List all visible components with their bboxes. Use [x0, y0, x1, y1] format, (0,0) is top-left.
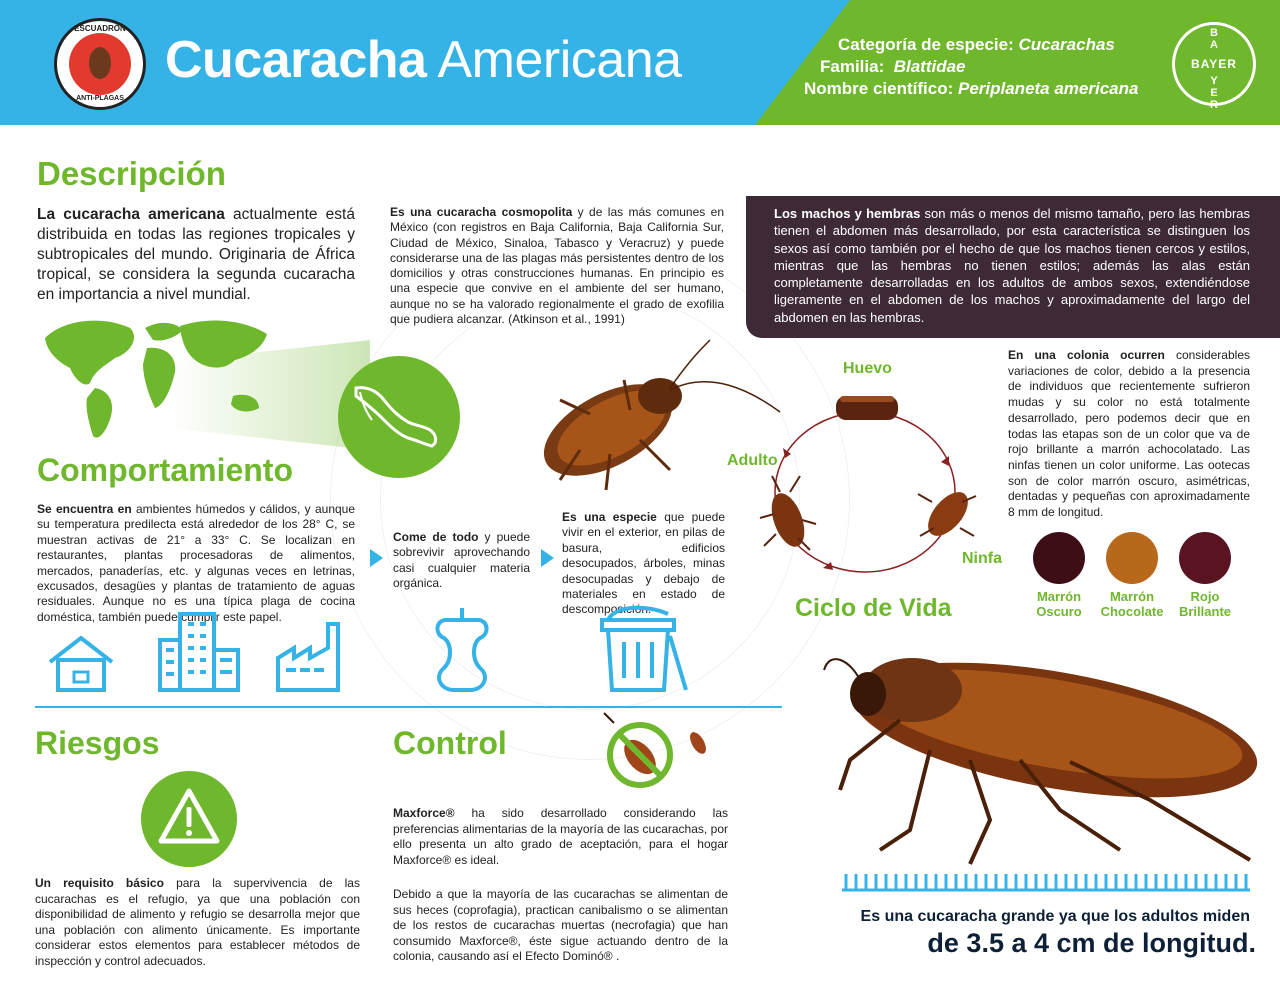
- description-text: La cucaracha americana actualmente está distribuida en todas las regiones tropicales y subtropicales del mundo. Originaria de África tropical, se considera la segunda cucaracha en importancia a nivel mundial.: [37, 206, 355, 303]
- title-light: Americana: [437, 31, 682, 89]
- adult-small-image: [758, 474, 818, 554]
- bayer-vertical-text: B A Y E R: [1210, 27, 1218, 111]
- house-icon: [46, 634, 116, 694]
- sexes-text: Los machos y hembras son más o menos del mismo tamaño, pero las hembras tienen el abdomen más desarrollado, por esta característica se distinguen los sexos así como también por el hecho de que los machos tienen cercos y estilos, mientras que las hembras no tienen estilos; además las alas están completamente desarrolladas en los adultos de ambos sexos, extendiéndose ligeramente en el abdomen de los machos y aproximadamente del largo del abdomen en las hembras.: [774, 206, 1251, 325]
- nymph-image: [912, 478, 982, 548]
- apple-core-icon: [432, 604, 492, 696]
- badge-bottom-text: ANTI-PLAGAS: [76, 95, 124, 102]
- behavior-text: Se encuentra en ambientes húmedos y cálidos, y aunque su temperatura predilecta está alrededor de los 28° C, se muestran activas de 21° a 33° C. Se localizan en restaurantes, plantas procesadoras de alimentos, mercados, panaderías, etc. y algunas veces en letrinas, excusados, desagües y plantas de tratamiento de aguas residuales. Aunque no es una típica plaga de cocina doméstica, también puede cumplir este papel.: [37, 502, 356, 624]
- control-text-1: Maxforce® ha sido desarrollado considerando las preferencias alimentarias de la mayoría de las cucarachas, por ello presenta un alto grado de aceptación, para el hogar Maxforce® es ideal.: [393, 806, 728, 867]
- size-value: de 3.5 a 4 cm de longitud.: [927, 928, 1256, 958]
- food-text: Come de todo y puede sobrevivir aprovechando casi cualquier materia orgánica.: [393, 530, 530, 591]
- category-value: Cucarachas: [1018, 35, 1115, 54]
- arrow-right-icon: [541, 549, 554, 567]
- risks-heading: Riesgos: [35, 725, 160, 761]
- trash-can-icon: [598, 600, 690, 696]
- behavior-heading: Comportamiento: [37, 452, 293, 488]
- control-heading: Control: [393, 725, 507, 761]
- nymph-label: Ninfa: [962, 550, 1002, 567]
- bayer-logo: [1172, 22, 1256, 111]
- control-text-2: Debido a que la mayoría de las cucarachas se alimentan de sus heces (coprofagia), practican canibalismo o se alimentan de los restos de cucarachas muertas (necrofagia) que han consumido Maxforce®, éste sigue actuando dentro de la colonia, causando así el Efecto Dominó® .: [393, 887, 728, 964]
- no-cockroach-badge-icon: [69, 33, 131, 95]
- color-swatch-chocolate: [1106, 532, 1158, 584]
- habitat-text: Es una especie que puede vivir en el exterior, en pilas de basura, edificios desocupados, árboles, minas desocupadas y debajo de materiales en estado de descomposición.: [562, 510, 725, 617]
- lifecycle-heading: Ciclo de Vida: [795, 594, 952, 622]
- swatch-label-dark-brown: Marrón Oscuro: [1036, 589, 1082, 619]
- bayer-horizontal-text: BAYER: [1191, 57, 1237, 71]
- swatch-label-chocolate: Marrón Chocolate: [1100, 589, 1164, 619]
- warning-triangle-icon: [141, 771, 237, 867]
- egg-label: Huevo: [843, 360, 892, 377]
- risks-text: Un requisito básico para la supervivencia de las cucarachas es el refugio, ya que una población con disponibilidad de alimento y refugio se desarrolla mejor que una población con alimento únicamente. Es importante considerar estos elementos para establecer métodos de inspección y control adecuados.: [35, 876, 360, 968]
- factory-icon: [276, 618, 350, 694]
- egg-ootheca-image: [832, 390, 902, 424]
- family-value: Blattidae: [893, 57, 966, 76]
- scientific-value: Periplaneta americana: [957, 79, 1139, 98]
- mexico-map: [338, 356, 460, 478]
- badge-top-text: ESCUADRÓN: [74, 24, 126, 33]
- cockroach-image-large: [820, 630, 1270, 870]
- family-label: Familia:: [820, 57, 885, 76]
- category-label: Categoría de especie:: [838, 35, 1014, 54]
- arrow-right-icon: [370, 549, 383, 567]
- warning-icon: [141, 771, 237, 867]
- escuadron-badge-logo: [54, 18, 146, 110]
- adult-label: Adulto: [727, 452, 778, 469]
- scientific-label: Nombre científico:: [804, 79, 954, 98]
- mexico-map-shape: [338, 356, 460, 478]
- buildings-icon: [158, 610, 242, 694]
- title-bold: Cucaracha: [165, 31, 427, 89]
- page-title: [165, 30, 682, 90]
- size-note: Es una cucaracha grande ya que los adultos miden: [860, 908, 1250, 925]
- color-swatch-bright-red: [1179, 532, 1231, 584]
- category-line: [838, 35, 1115, 55]
- ruler-icon: [842, 870, 1250, 892]
- cockroach-image-small: [520, 330, 790, 500]
- description-heading: Descripción: [37, 155, 226, 192]
- cosmopolitan-text: Es una cucaracha cosmopolita y de las más comunes en México (con registros en Baja California, Baja California Sur, Ciudad de México, Sinaloa, Tabasco y Veracruz) y puede considerarse una de las plagas más persistentes dentro de los domicilios y otras construcciones humanas. En principio es una especie que convive en el ambiente del ser humano, aunque no se ha valorado regionalmente el grado de exofilia que pudiera alcanzar. (Atkinson et al., 1991): [390, 205, 725, 327]
- family-line: [820, 57, 966, 77]
- swatch-label-bright-red: Rojo Brillante: [1178, 589, 1231, 619]
- no-cockroach-icon: [600, 705, 720, 795]
- color-swatch-dark-brown: [1033, 532, 1085, 584]
- colony-text: En una colonia ocurren considerables variaciones de color, debido a la presencia de individuos que recientemente sufrieron mudas y su color no está totalmente desarrollado, pero podemos decir que en todas las etapas son de un color que va de rojo brillante a marrón achocolatado. Las ninfas tienen un color uniforme. Las ootecas son de color marrón oscuro, asimétricas, dentadas y pequeñas con aproximadamente 8 mm de longitud.: [1008, 348, 1250, 520]
- scientific-line: [804, 79, 1138, 99]
